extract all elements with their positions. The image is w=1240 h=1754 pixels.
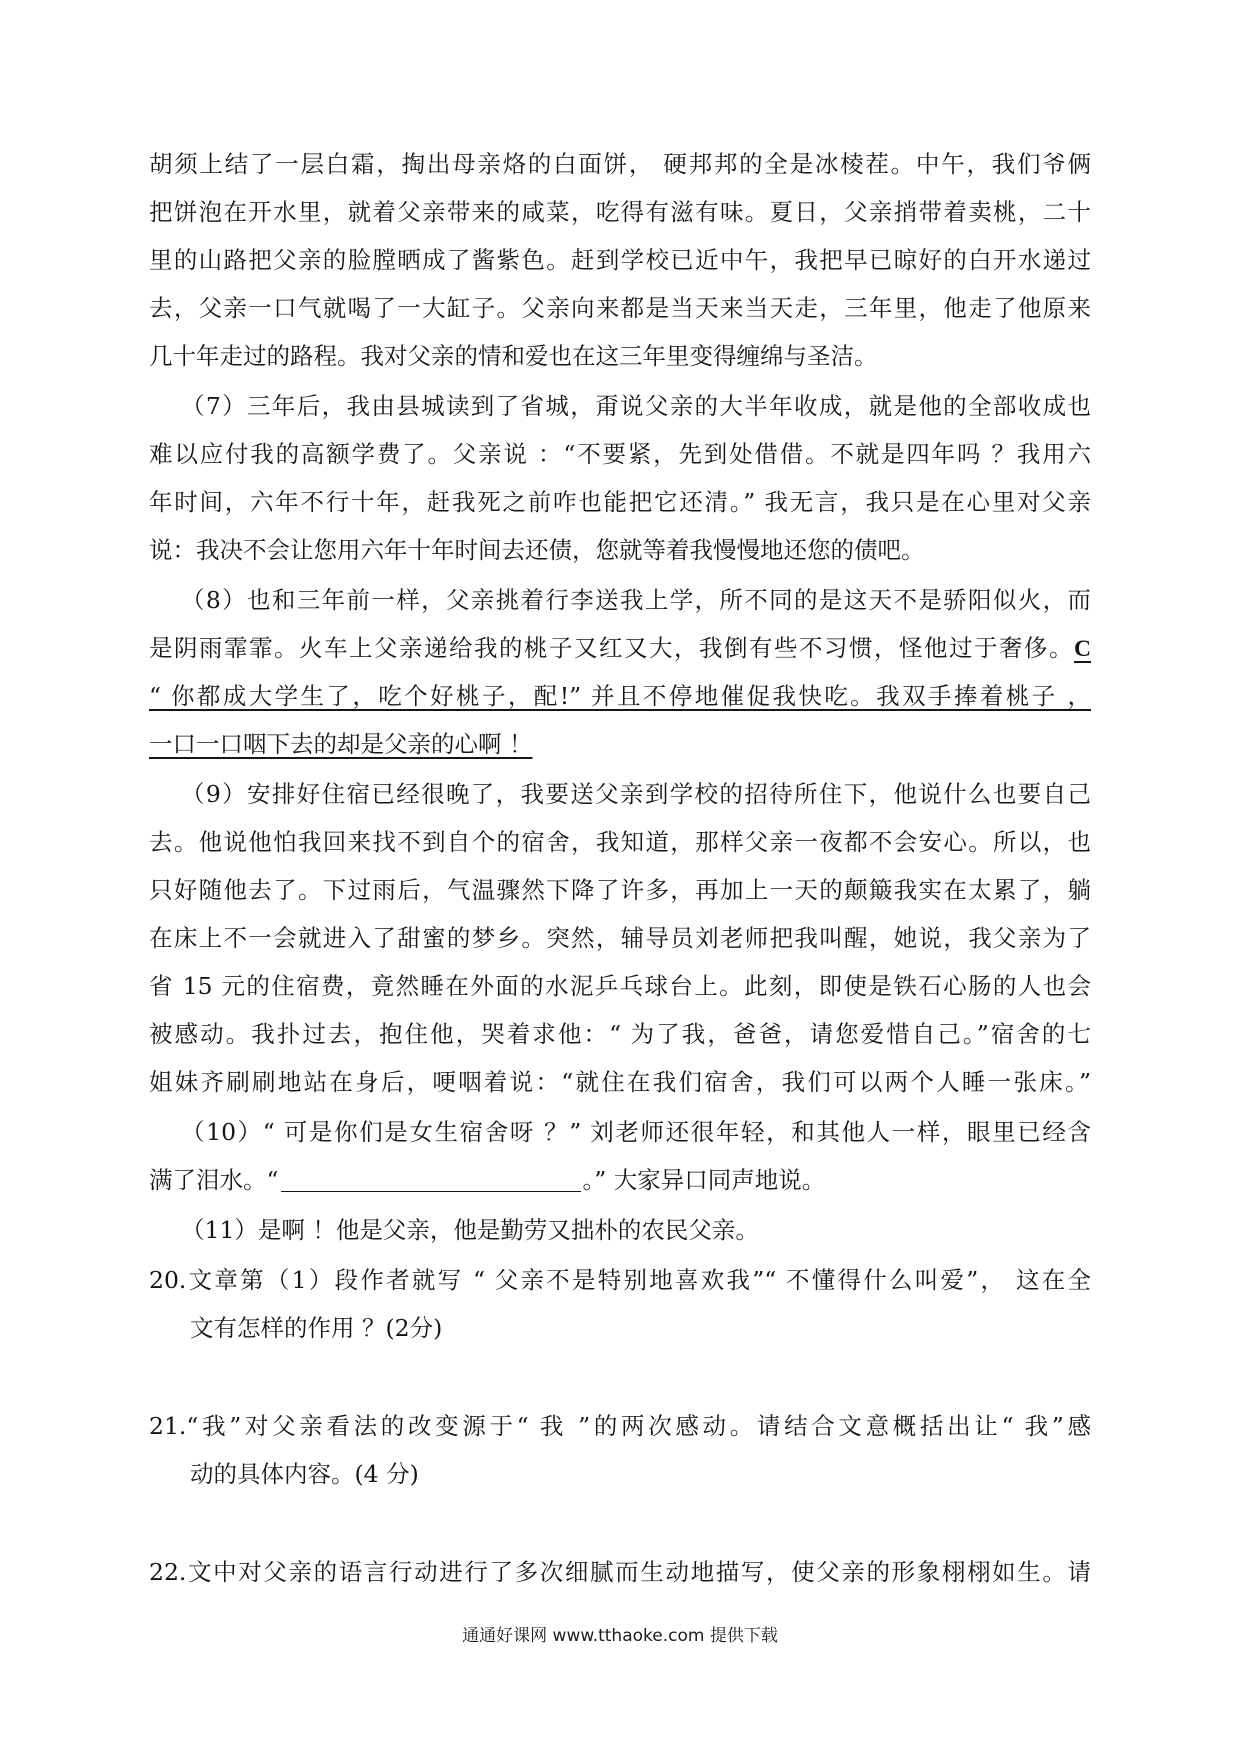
passage-line: （7）三年后，我由县城读到了省城，甭说父亲的大半年收成，就是他的全部收成也 [181,392,1091,420]
passage-line: 胡须上结了一层白霜，掏出母亲烙的白面饼， 硬邦邦的全是冰棱茬。中午，我们爷俩 [149,150,1091,178]
passage-line: 难以应付我的高额学费了。父亲说 ：“不要紧，先到处借借。不就是四年吗 ？我用六 [149,440,1091,468]
paragraph-10 [149,1108,1091,1204]
page-footer: 通通好课网 www.tthaoke.com 提供下载 [462,1626,778,1646]
paragraph-continued [149,140,1091,380]
question-line [149,1402,1091,1450]
question-line [149,1548,1091,1596]
blank-prefix-text: 满了泪水。“ [149,1166,279,1194]
passage-line: 去，父亲一口气就喝了一大缸子。父亲向来都是当天来当天走，三年里，他走了他原来 [149,294,1091,322]
passage-line: 说：我决不会让您用六年十年时间去还债，您就等着我慢慢地还您的债吧。 [149,536,925,564]
passage-line: （10）“ 可是你们是女生宿舍呀 ？” 刘老师还很年轻，和其他人一样，眼里已经含 [181,1118,1091,1146]
question-line: 文有怎样的作用 ？(2分) [190,1314,443,1342]
paragraph-7 [149,382,1091,574]
passage-line: 在床上不一会就进入了甜蜜的梦乡。突然，辅导员刘老师把我叫醒，她说，我父亲为了 [149,924,1091,952]
question-number: 22. [149,1558,187,1586]
underlined-sentence-line: “ 你都成大学生了，吃个好桃子，配!” 并且不停地催促我快吃。我双手捧着桃子 ， [149,682,1091,710]
question-text: 文章第（1）段作者就写 “ 父亲不是特别地喜欢我”“ 不懂得什么叫爱”， 这在全 [186,1266,1091,1294]
passage-line [149,624,1091,672]
underline-marker: C [1074,636,1091,662]
passage-line: 把饼泡在开水里，就着父亲带来的咸菜，吃得有滋有味。夏日，父亲捎带着卖桃，二十 [149,198,1091,226]
passage-line: 被感动。我扑过去，抱住他，哭着求他：“ 为了我，爸爸，请您爱惜自己。”宿舍的七 [149,1020,1091,1048]
blank-suffix-text: 。” 大家异口同声地说。 [582,1166,826,1194]
passage-line-with-blank [149,1156,1091,1204]
fill-in-blank [281,1171,581,1192]
question-line [149,1256,1091,1304]
passage-line: （8）也和三年前一样，父亲挑着行李送我上学，所不同的是这天不是骄阳似火，而 [181,586,1091,614]
question-number: 20. [149,1266,187,1294]
passage-line-text: 是阴雨霏霏。火车上父亲递给我的桃子又红又大，我倒有些不习惯，怪他过于奢侈。 [149,634,1075,662]
underlined-sentence-text: 一口一口咽下去的却是父亲的心啊 ！ [149,730,533,758]
passage-line: 省 15 元的住宿费，竟然睡在外面的水泥乒乓球台上。此刻，即使是铁石心肠的人也会 [149,972,1091,1000]
passage-line: （11）是啊 ！他是父亲，他是勤劳又拙朴的农民父亲。 [181,1216,759,1244]
passage-line: （9）安排好住宿已经很晚了，我要送父亲到学校的招待所住下，他说什么也要自己 [181,780,1091,808]
passage-line: 姐妹齐刷刷地站在身后，哽咽着说：“就住在我们宿舍，我们可以两个人睡一张床。” [149,1068,1091,1096]
paragraph-8 [149,576,1091,768]
question-22 [149,1548,1091,1596]
passage-line: 几十年走过的路程。我对父亲的情和爱也在这三年里变得缠绵与圣洁。 [149,342,878,370]
question-20 [149,1256,1091,1352]
passage-line: 去。他说他怕我回来找不到自个的宿舍，我知道，那样父亲一夜都不会安心。所以，也 [149,828,1091,856]
passage-line: 年时间，六年不行十年，赶我死之前咋也能把它还清。” 我无言，我只是在心里对父亲 [149,488,1091,516]
question-number: 21. [149,1412,187,1440]
question-text: “我”对父亲看法的改变源于“ 我 ”的两次感动。请结合文意概括出让“ 我”感 [186,1412,1091,1440]
paragraph-9 [149,770,1091,1106]
paragraph-11 [149,1206,1091,1254]
passage-line: 只好随他去了。下过雨后，气温骤然下降了许多，再加上一天的颠簸我实在太累了，躺 [149,876,1091,904]
underlined-sentence-line [149,720,1091,768]
question-line: 动的具体内容。(4 分) [190,1460,419,1488]
question-21 [149,1402,1091,1498]
question-text: 文中对父亲的语言行动进行了多次细腻而生动地描写，使父亲的形象栩栩如生。请 [186,1558,1091,1586]
passage-line: 里的山路把父亲的脸膛晒成了酱紫色。赶到学校已近中午，我把早已晾好的白开水递过 [149,246,1091,274]
page-body [149,140,1091,1596]
